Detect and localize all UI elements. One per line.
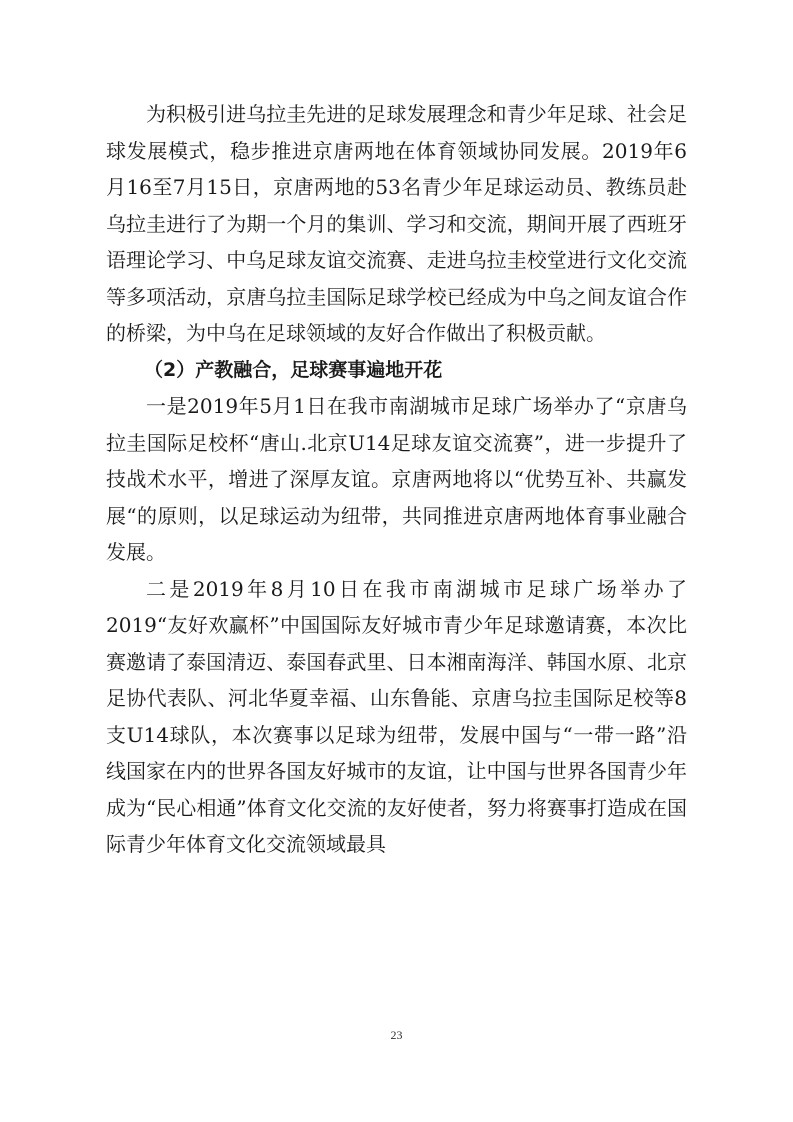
document-body [106, 96, 687, 863]
section-heading: （2）产教融合，足球赛事遍地开花 [144, 358, 443, 381]
paragraph-friendly-match: 一是2019年5月1日在我市南湖城市足球广场举办了“京唐乌拉圭国际足校杯“唐山.北京U14足球友谊交流赛”，进一步提升了技战术水平，增进了深厚友谊。京唐两地将以“优势互补、共赢发展“的原则，以足球运动为纽带，共同推进京唐两地体育事业融合发展。 [106, 394, 687, 564]
paragraph-youth-invitational: 二是2019年8月10日在我市南湖城市足球广场举办了2019“友好欢赢杯”中国国际友好城市青少年足球邀请赛，本次比赛邀请了泰国清迈、泰国春武里、日本湘南海洋、韩国水原、北京足协代表队、河北华夏幸福、山东鲁能、京唐乌拉圭国际足校等8支U14球队，本次赛事以足球为纽带，发展中国与“一带一路”沿线国家在内的世界各国友好城市的友谊，让中国与世界各国青少年成为“民心相通”体育文化交流的友好使者，努力将赛事打造成在国际青少年体育文化交流领域最具 [106, 576, 687, 856]
paragraph-uruguay-training: 为积极引进乌拉圭先进的足球发展理念和青少年足球、社会足球发展模式，稳步推进京唐两地在体育领域协同发展。2019年6月16至7月15日，京唐两地的53名青少年足球运动员、教练员赴乌拉圭进行了为期一个月的集训、学习和交流，期间开展了西班牙语理论学习、中乌足球友谊交流赛、走进乌拉圭校堂进行文化交流等多项活动，京唐乌拉圭国际足球学校已经成为中乌之间友谊合作的桥梁，为中乌在足球领域的友好合作做出了积极贡献。 [106, 102, 687, 345]
page-number: 23 [390, 1028, 403, 1042]
